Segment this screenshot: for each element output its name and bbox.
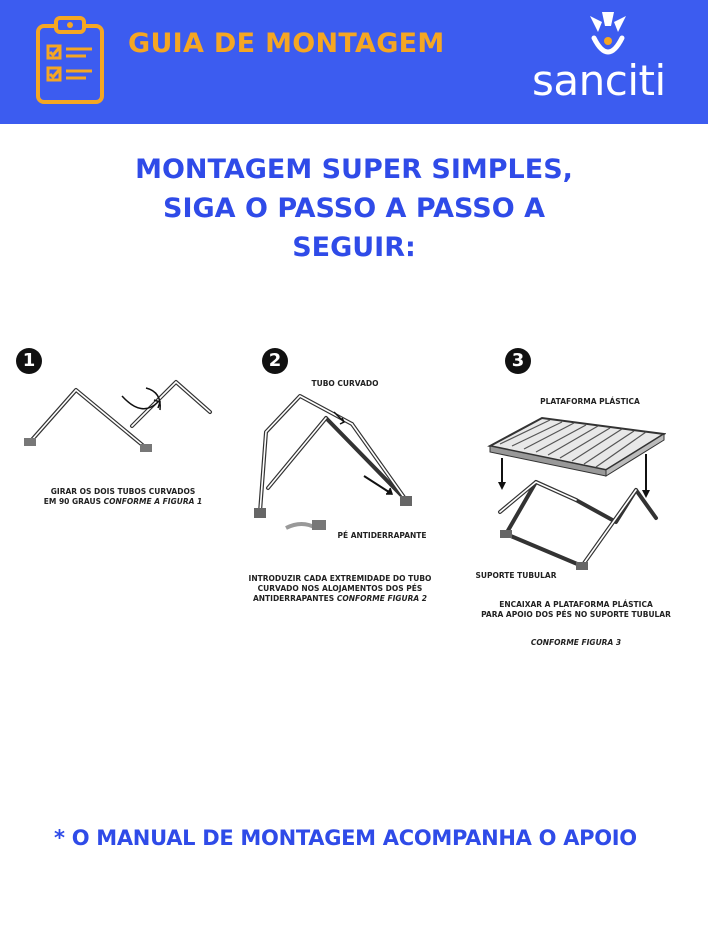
step-1-caption-emphasis: CONFORME A FIGURA 1 (103, 497, 203, 506)
clipboard-checklist-icon (34, 12, 106, 106)
step-3-label-bottom: SUPORTE TUBULAR (475, 571, 557, 580)
step-3-label-top: PLATAFORMA PLÁSTICA (540, 397, 640, 406)
sanciti-logo-icon (582, 10, 634, 62)
step-2-label-top: TUBO CURVADO (311, 379, 379, 388)
step-1-caption-line-2: EM 90 GRAUS (43, 497, 104, 506)
step-2-number: 2 (262, 348, 288, 374)
step-3-number: 3 (505, 348, 531, 374)
step-3-figure (486, 410, 666, 580)
step-2-caption (230, 574, 450, 604)
step-2-caption-emphasis: CONFORME FIGURA 2 (336, 594, 428, 603)
step-3-caption-line-2: PARA APOIO DOS PÉS NO SUPORTE TUBULAR (481, 610, 671, 619)
step-1-caption-line-1: GIRAR OS DOIS TUBOS CURVADOS (50, 487, 196, 496)
brand-name: sanciti (532, 56, 666, 105)
step-1-caption (18, 487, 228, 507)
step-2-caption-line-2: CURVADO NOS ALOJAMENTOS DOS PÉS (257, 584, 423, 593)
step-2-figure (246, 388, 446, 538)
headline (0, 150, 708, 267)
step-3-caption-emphasis: CONFORME FIGURA 3 (530, 638, 622, 647)
footnote: * O MANUAL DE MONTAGEM ACOMPANHA O APOIO (54, 826, 637, 850)
step-1-number: 1 (16, 348, 42, 374)
step-3-caption-emphasis-row (496, 638, 656, 648)
headline-line-1: MONTAGEM SUPER SIMPLES, (135, 154, 573, 185)
step-3-caption (466, 600, 686, 620)
step-2-caption-line-1: INTRODUZIR CADA EXTREMIDADE DO TUBO (248, 574, 432, 583)
step-3-caption-line-1: ENCAIXAR A PLATAFORMA PLÁSTICA (499, 600, 653, 609)
step-2-label-bottom: PÉ ANTIDERRAPANTE (337, 531, 427, 540)
guide-title: GUIA DE MONTAGEM (128, 28, 445, 59)
headline-line-3: SEGUIR: (292, 232, 416, 263)
headline-line-2: SIGA O PASSO A PASSO A (163, 193, 545, 224)
header-banner (0, 0, 708, 124)
step-2-caption-line-3: ANTIDERRAPANTES (252, 594, 337, 603)
step-1-figure (14, 372, 224, 472)
